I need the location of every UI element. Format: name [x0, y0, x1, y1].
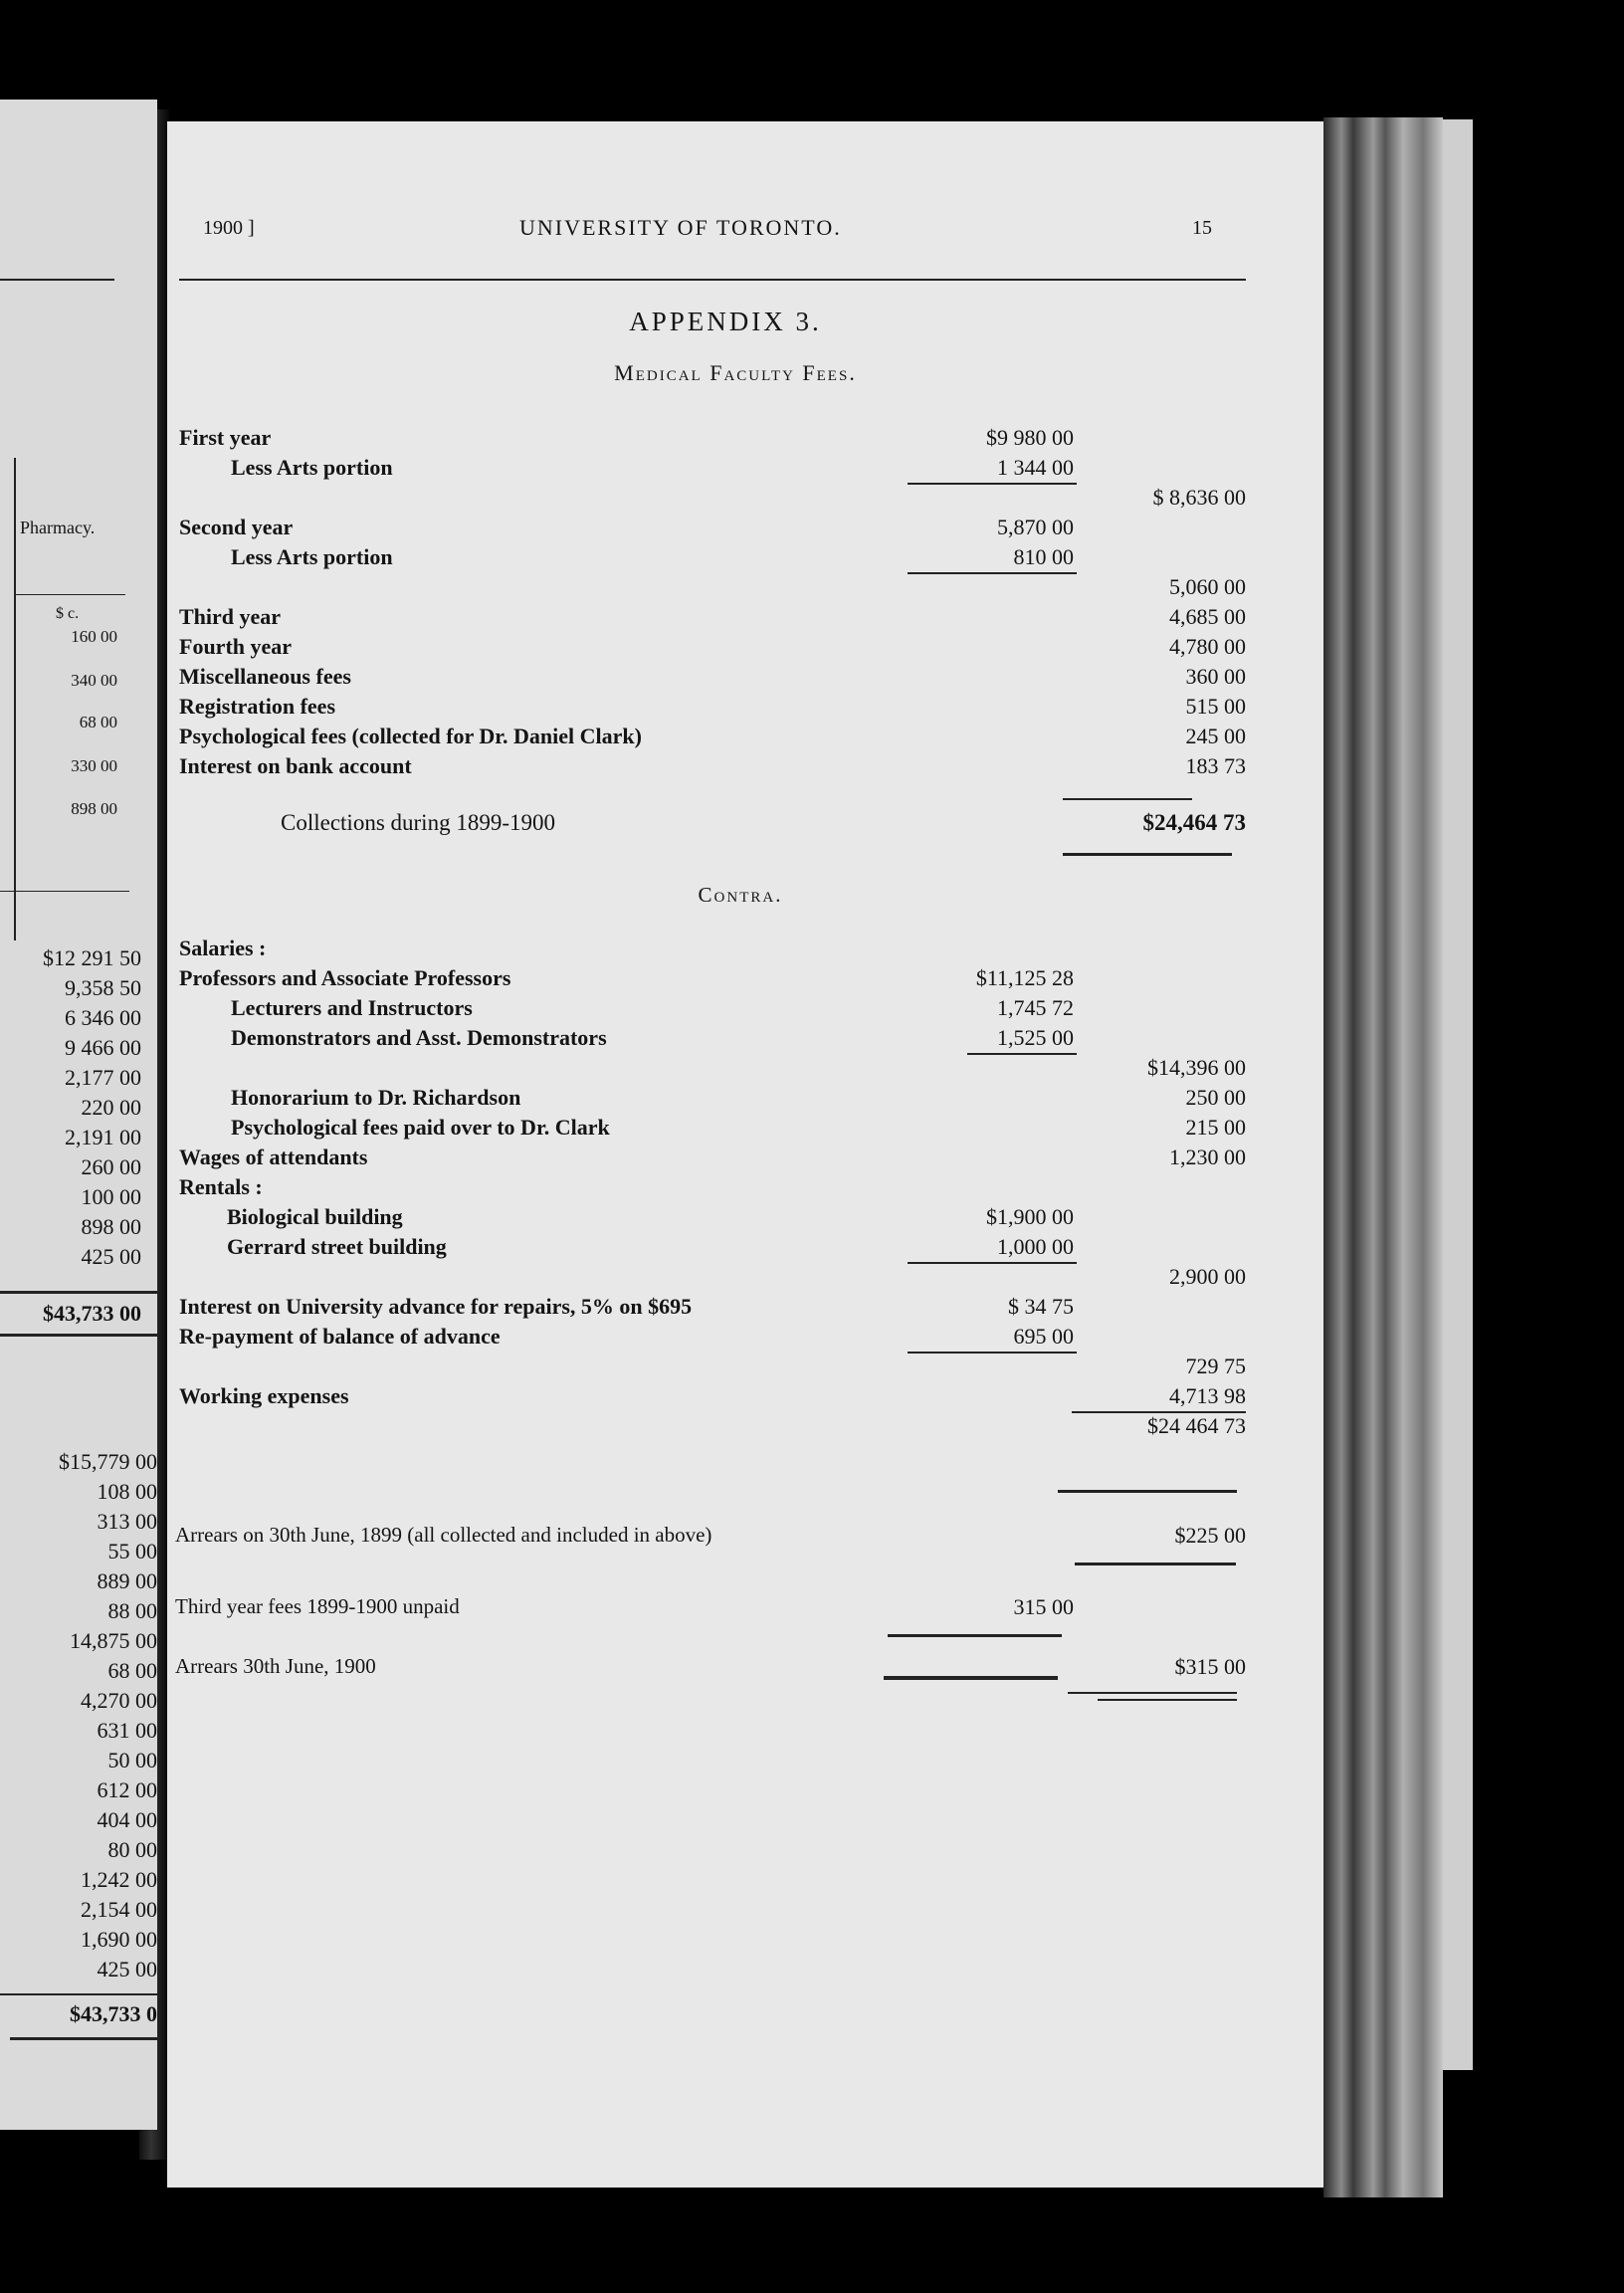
- row-label: Rentals :: [179, 1174, 263, 1199]
- row-amount: 5,060 00: [1169, 574, 1246, 599]
- subtotal-rule: [908, 572, 1077, 574]
- row-amount: 215 00: [1185, 1115, 1246, 1140]
- left-column-header: Pharmacy.: [20, 518, 96, 537]
- row-amount: 360 00: [1185, 664, 1246, 689]
- list-item: 88 00: [107, 1598, 157, 1623]
- row-amount: $ 8,636 00: [1152, 485, 1246, 510]
- list-item: 631 00: [97, 1718, 157, 1743]
- row-amount: 245 00: [1185, 724, 1246, 748]
- row-label: Re-payment of balance of advance: [179, 1324, 501, 1349]
- table-row: [179, 664, 1246, 694]
- collections-double-rule: [1063, 853, 1232, 856]
- list-item: 313 00: [97, 1509, 157, 1534]
- left-total-a-rule: [0, 1291, 157, 1294]
- row-label: Psychological fees (collected for Dr. Daniel Clark): [179, 724, 642, 748]
- list-item: 889 00: [97, 1568, 157, 1593]
- arrears-1899-label: Arrears on 30th June, 1899 (all collected and included in above): [175, 1523, 712, 1547]
- appendix-title: APPENDIX 3.: [629, 307, 822, 336]
- table-row: [179, 1115, 1246, 1145]
- list-item: $15,779 00: [59, 1449, 157, 1474]
- left-total-b-rule: [0, 1993, 157, 1995]
- list-item: 612 00: [97, 1777, 157, 1802]
- row-subtotal: $ 34 75: [1008, 1294, 1074, 1319]
- main-page: [167, 121, 1323, 2188]
- row-label: First year: [179, 425, 272, 450]
- background-paper-edge: [1443, 119, 1473, 2070]
- list-item: 2,177 00: [65, 1065, 141, 1090]
- left-total-a-double-rule: [0, 1334, 157, 1337]
- list-item: 2,154 00: [81, 1897, 157, 1922]
- row-subtotal: 810 00: [1013, 544, 1074, 569]
- list-item: 220 00: [81, 1095, 141, 1120]
- row-label: Wages of attendants: [179, 1145, 368, 1169]
- list-item: $12 291 50: [43, 945, 141, 970]
- left-total-b-double-rule: [10, 2037, 157, 2040]
- fees-title: Medical Faculty Fees.: [614, 360, 857, 385]
- subtotal-rule: [908, 1352, 1077, 1354]
- row-amount: 183 73: [1185, 753, 1246, 778]
- row-label: Interest on bank account: [179, 753, 412, 778]
- row-label: Lecturers and Instructors: [231, 995, 473, 1020]
- row-label: Less Arts portion: [231, 455, 393, 480]
- list-item: 6 346 00: [65, 1005, 141, 1030]
- list-item: 2,191 00: [65, 1125, 141, 1149]
- row-amount: 2,900 00: [1169, 1264, 1246, 1289]
- row-amount: 515 00: [1185, 694, 1246, 719]
- subtotal-rule: [967, 1053, 1077, 1055]
- row-subtotal: $11,125 28: [975, 965, 1074, 990]
- row-subtotal: 1,525 00: [997, 1025, 1074, 1050]
- row-label: Interest on University advance for repairs, 5% on $695: [179, 1294, 693, 1319]
- list-item: 68 00: [79, 713, 117, 731]
- row-amount: $24 464 73: [1147, 1413, 1246, 1438]
- left-column-units: $ c.: [56, 605, 80, 622]
- list-item: 898 00: [71, 799, 117, 818]
- table-row: [179, 1383, 1246, 1413]
- list-item: 50 00: [107, 1748, 157, 1772]
- arrears-1899-value: $225 00: [1174, 1523, 1246, 1548]
- left-column-header-rule: [16, 594, 125, 595]
- left-total-b: $43,733 0: [70, 2001, 157, 2026]
- row-label: Fourth year: [179, 634, 293, 659]
- table-row: [179, 936, 1246, 965]
- row-amount: 250 00: [1185, 1085, 1246, 1110]
- table-row: [179, 1234, 1246, 1264]
- list-item: 100 00: [81, 1184, 141, 1209]
- row-amount: 4,685 00: [1169, 604, 1246, 629]
- list-item: 108 00: [97, 1479, 157, 1504]
- list-item: 80 00: [107, 1837, 157, 1862]
- row-label: Honorarium to Dr. Richardson: [231, 1085, 521, 1110]
- left-column-total-rule: [0, 891, 129, 892]
- arrears-1900-value: $315 00: [1174, 1654, 1246, 1679]
- contra-table: [167, 936, 1246, 1533]
- left-total-a: $43,733 00: [43, 1301, 141, 1326]
- row-subtotal: 1 344 00: [997, 455, 1074, 480]
- list-item: 68 00: [107, 1658, 157, 1683]
- row-subtotal: 1,745 72: [997, 995, 1074, 1020]
- table-row: [179, 485, 1246, 515]
- row-amount: 4,780 00: [1169, 634, 1246, 659]
- table-row: [179, 1324, 1246, 1354]
- arrears-1899-rule: [1075, 1563, 1236, 1565]
- row-amount: 4,713 98: [1169, 1383, 1246, 1408]
- table-row: [179, 455, 1246, 485]
- table-row: [179, 1055, 1246, 1085]
- table-row: [179, 1085, 1246, 1115]
- header-rule: [179, 279, 1246, 281]
- list-item: 9,358 50: [65, 975, 141, 1000]
- table-row: [179, 1413, 1246, 1443]
- book-page-edges: [1323, 117, 1443, 2197]
- list-item: 55 00: [107, 1539, 157, 1563]
- list-item: 260 00: [81, 1154, 141, 1179]
- row-label: Biological building: [227, 1204, 403, 1229]
- third-year-unpaid-value: 315 00: [1013, 1594, 1074, 1619]
- row-label: Psychological fees paid over to Dr. Clark: [231, 1115, 610, 1140]
- arrears-1900-rule-2: [1098, 1699, 1237, 1701]
- table-row: [179, 1354, 1246, 1383]
- row-label: Professors and Associate Professors: [179, 965, 511, 990]
- table-row: [179, 1145, 1246, 1174]
- row-label: Gerrard street building: [227, 1234, 447, 1259]
- table-row: [179, 425, 1246, 455]
- left-page: [0, 100, 157, 2130]
- list-item: 898 00: [81, 1214, 141, 1239]
- table-row: [179, 724, 1246, 753]
- arrears-1900-leader-rule: [884, 1676, 1058, 1680]
- row-label: Miscellaneous fees: [179, 664, 351, 689]
- table-row: [179, 1294, 1246, 1324]
- row-label: Registration fees: [179, 694, 336, 719]
- row-label: Less Arts portion: [231, 544, 393, 569]
- row-label: Demonstrators and Asst. Demonstrators: [231, 1025, 607, 1050]
- subtotal-rule: [1072, 1411, 1246, 1413]
- arrears-1900-label: Arrears 30th June, 1900: [175, 1654, 376, 1678]
- row-amount: 1,230 00: [1169, 1145, 1246, 1169]
- list-item: 160 00: [71, 627, 117, 646]
- list-item: 340 00: [71, 671, 117, 690]
- table-row: [179, 574, 1246, 604]
- list-item: 1,242 00: [81, 1867, 157, 1892]
- list-item: 4,270 00: [81, 1688, 157, 1713]
- third-year-unpaid-label: Third year fees 1899-1900 unpaid: [175, 1594, 460, 1618]
- contra-title: Contra.: [698, 883, 783, 907]
- header-page-number: 15: [1192, 217, 1212, 239]
- subtotal-rule: [908, 483, 1077, 485]
- list-item: 1,690 00: [81, 1927, 157, 1952]
- row-subtotal: 695 00: [1013, 1324, 1074, 1349]
- table-row: [179, 965, 1246, 995]
- row-subtotal: $1,900 00: [986, 1204, 1074, 1229]
- header-year: 1900 ]: [203, 217, 255, 239]
- row-subtotal: 5,870 00: [997, 515, 1074, 539]
- row-amount: $14,396 00: [1147, 1055, 1246, 1080]
- row-label: Working expenses: [179, 1383, 349, 1408]
- left-header-rule: [0, 279, 114, 281]
- table-row: [179, 515, 1246, 544]
- collections-label: Collections during 1899-1900: [281, 810, 555, 835]
- table-row: [179, 604, 1246, 634]
- arrears-1900-rule: [1068, 1692, 1237, 1694]
- third-year-unpaid-rule: [888, 1634, 1062, 1637]
- list-item: 9 466 00: [65, 1035, 141, 1060]
- table-row: [179, 544, 1246, 574]
- subtotal-rule: [908, 1262, 1077, 1264]
- table-row: [179, 694, 1246, 724]
- list-item: 330 00: [71, 756, 117, 775]
- table-row: [179, 1264, 1246, 1294]
- fees-table: [167, 425, 1246, 823]
- left-column-rule: [14, 458, 16, 940]
- list-item: 425 00: [81, 1244, 141, 1269]
- table-row: [179, 1204, 1246, 1234]
- row-label: Second year: [179, 515, 294, 539]
- list-item: 14,875 00: [70, 1628, 157, 1653]
- row-subtotal: 1,000 00: [997, 1234, 1074, 1259]
- table-row: [179, 1025, 1246, 1055]
- contra-total-double-rule: [1058, 1490, 1237, 1493]
- header-title: UNIVERSITY OF TORONTO.: [519, 215, 842, 240]
- row-amount: 729 75: [1185, 1354, 1246, 1378]
- row-label: Third year: [179, 604, 282, 629]
- collections-sum-rule: [1063, 798, 1192, 800]
- table-row: [179, 995, 1246, 1025]
- table-row: [179, 1174, 1246, 1204]
- table-row: [179, 753, 1246, 783]
- collections-value: $24,464 73: [1142, 810, 1246, 835]
- row-subtotal: $9 980 00: [986, 425, 1074, 450]
- list-item: 425 00: [97, 1957, 157, 1981]
- row-label: Salaries :: [179, 936, 267, 960]
- list-item: 404 00: [97, 1807, 157, 1832]
- table-row: [179, 634, 1246, 664]
